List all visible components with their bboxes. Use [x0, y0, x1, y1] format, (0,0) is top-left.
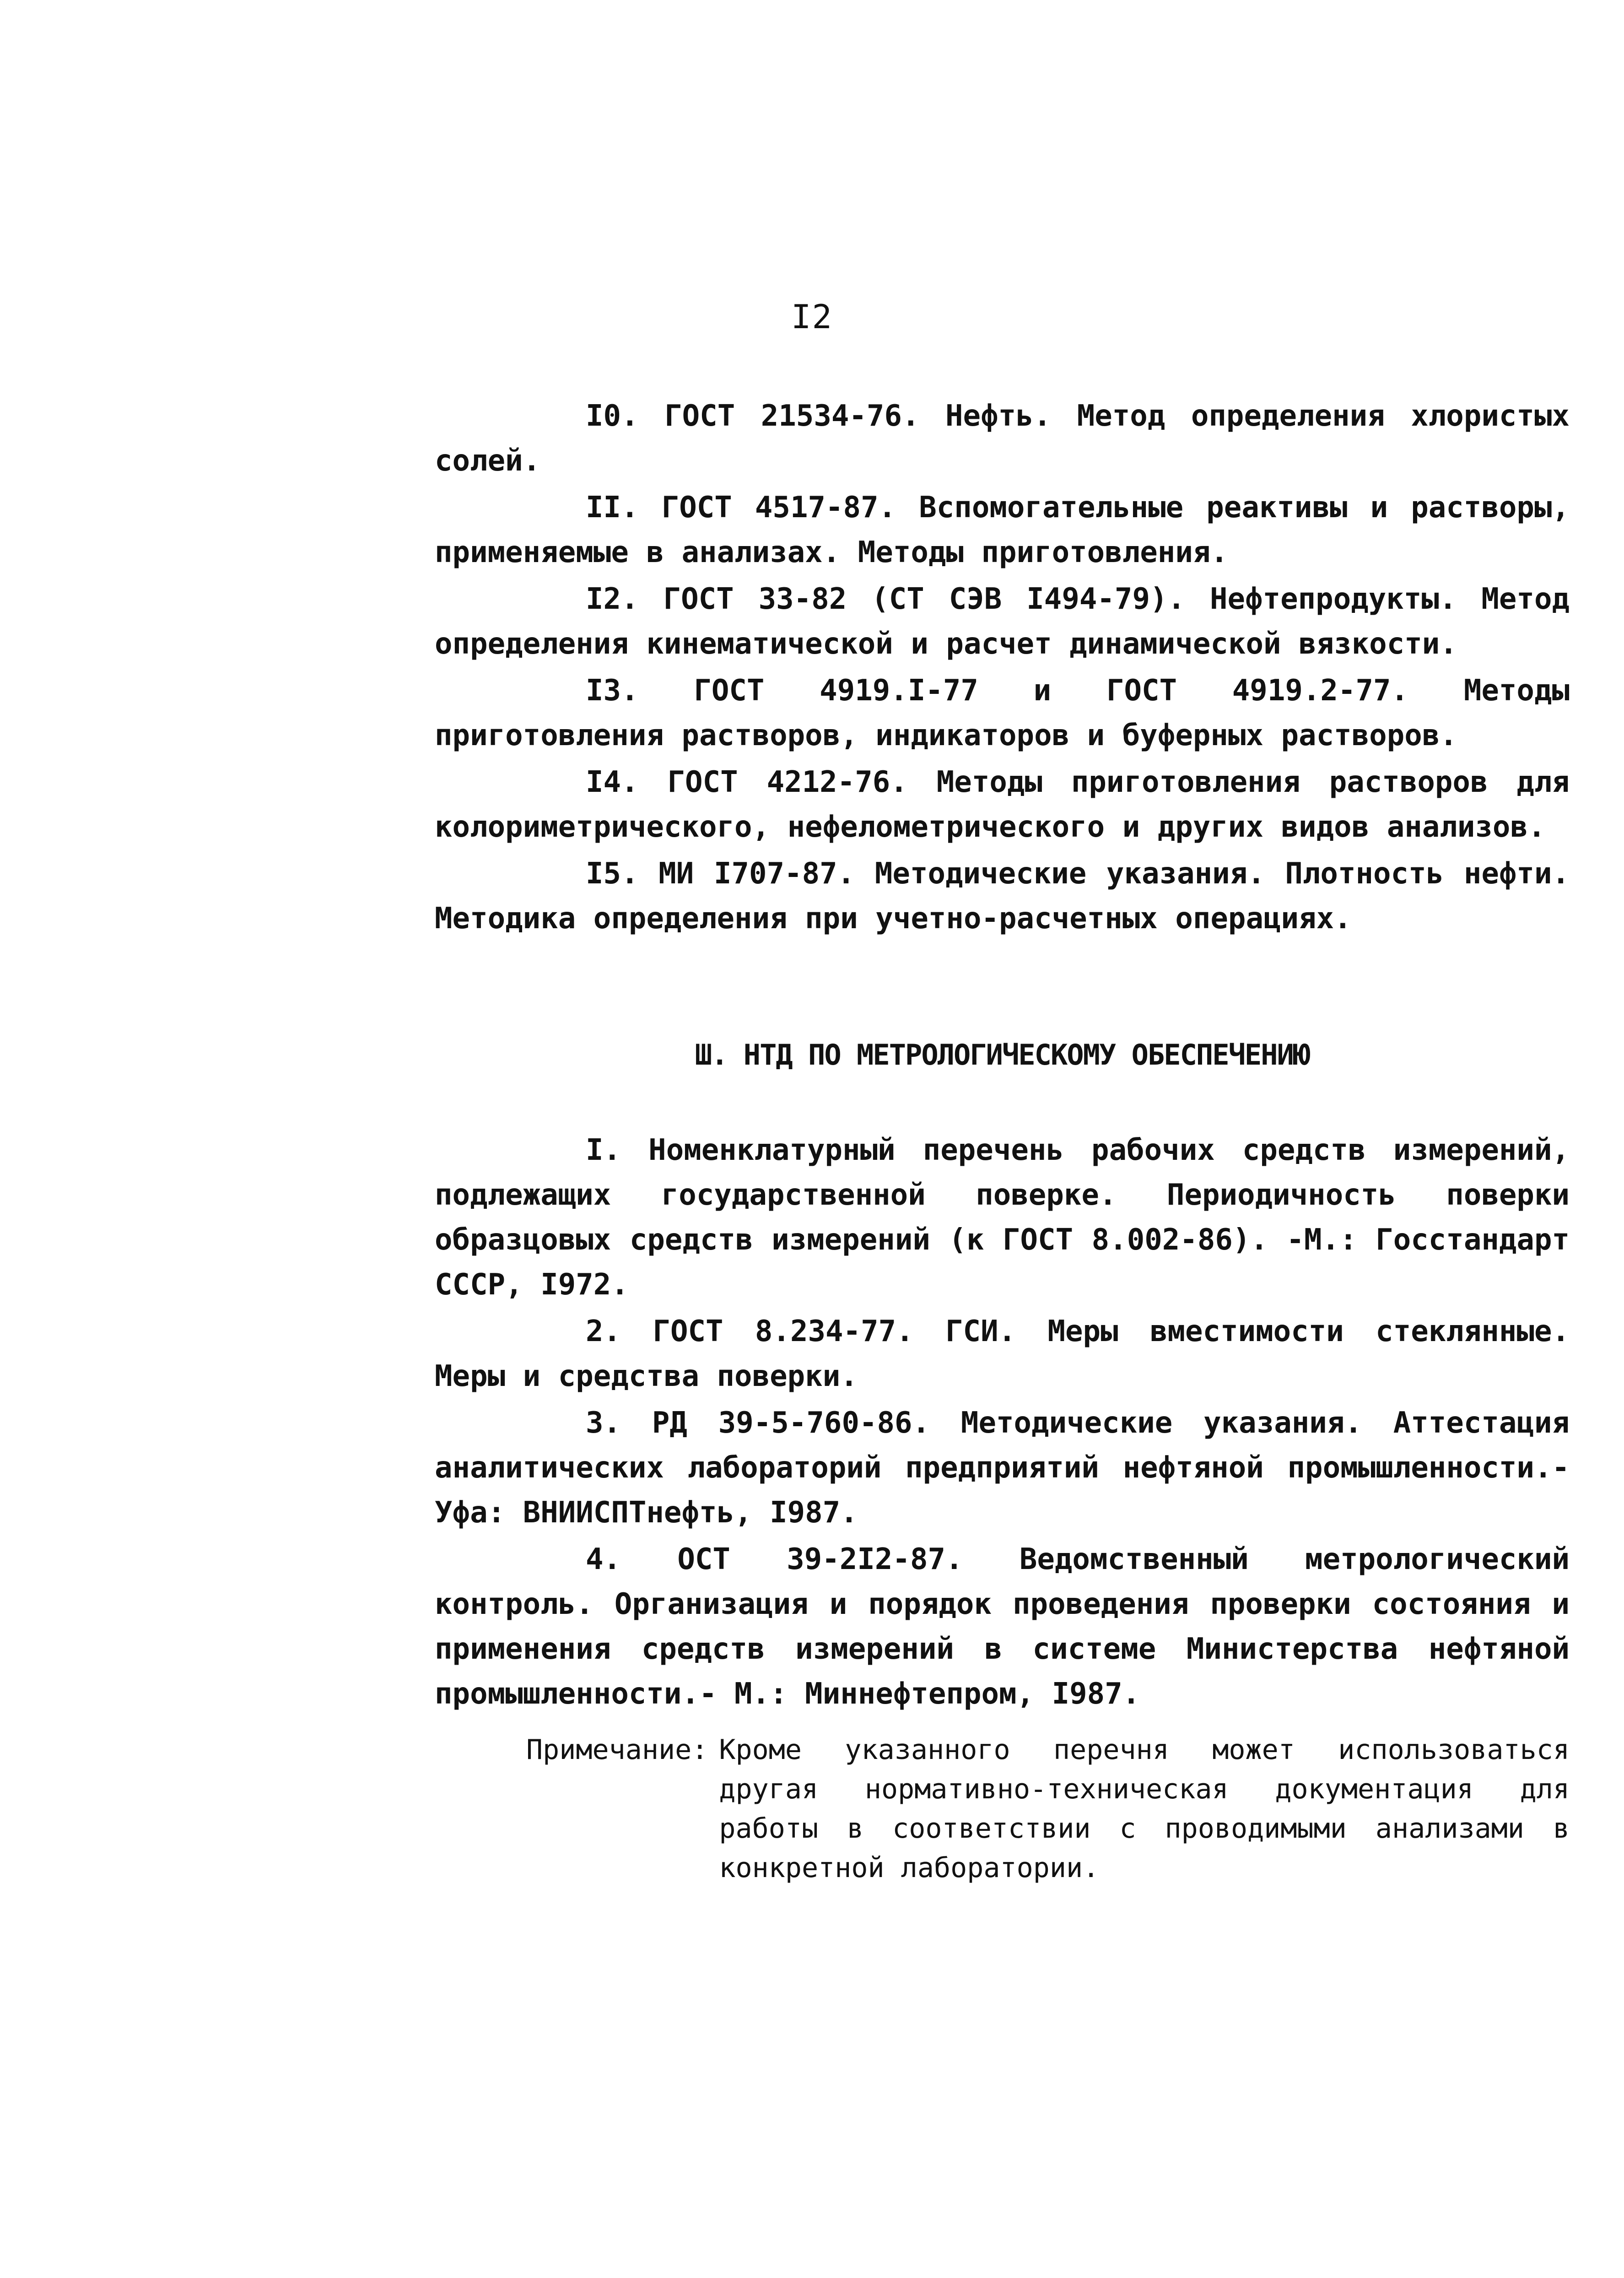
reference-item: II. ГОСТ 4517-87. Вспомогательные реактивы и растворы, применяемые в анализах. Методы приготовления.: [435, 491, 1570, 569]
reference-item: I3. ГОСТ 4919.I-77 и ГОСТ 4919.2-77. Методы приготовления растворов, индикаторов и буферных растворов.: [435, 674, 1570, 752]
reference-item: 2. ГОСТ 8.234-77. ГСИ. Меры вместимости стеклянные. Меры и средства поверки.: [435, 1315, 1570, 1393]
reference-item: 3. РД 39-5-760-86. Методические указания. Аттестация аналитических лабораторий предприятий нефтяной промышленности.-Уфа: ВНИИСПТнефть, I987.: [435, 1406, 1570, 1530]
note-block: [526, 1730, 1570, 1888]
note-label: Примечание:: [526, 1734, 708, 1766]
page-number: I2: [791, 298, 833, 336]
reference-item: I4. ГОСТ 4212-76. Методы приготовления растворов для колориметрического, нефелометрического и других видов анализов.: [435, 765, 1570, 844]
reference-item: I0. ГОСТ 21534-76. Нефть. Метод определения хлористых солей.: [435, 399, 1570, 478]
reference-item: I. Номенклатурный перечень рабочих средств измерений, подлежащих государственной поверке. Периодичность поверки образцовых средств измерений (к ГОСТ 8.002-86). -М.: Госстандарт СССР, I972.: [435, 1133, 1570, 1302]
reference-item: I5. МИ I707-87. Методические указания. Плотность нефти. Методика определения при учетно-расчетных операциях.: [435, 857, 1570, 936]
section-heading: Ш. НТД ПО МЕТРОЛОГИЧЕСКОМУ ОБЕСПЕЧЕНИЮ: [695, 1038, 1310, 1071]
reference-item: 4. ОСТ 39-2I2-87. Ведомственный метрологический контроль. Организация и порядок проведения проверки состояния и применения средств измерений в системе Министерства нефтяной промышленности.- М.: Миннефтепром, I987.: [435, 1542, 1570, 1711]
reference-item: I2. ГОСТ 33-82 (СТ СЭВ I494-79). Нефтепродукты. Метод определения кинематической и расчет динамической вязкости.: [435, 582, 1570, 661]
note-text: Кроме указанного перечня может использоваться другая нормативно-техническая документация для работы в соответствии с проводимыми анализами в конкретной лаборатории.: [719, 1734, 1570, 1884]
document-body: [435, 394, 1570, 1888]
